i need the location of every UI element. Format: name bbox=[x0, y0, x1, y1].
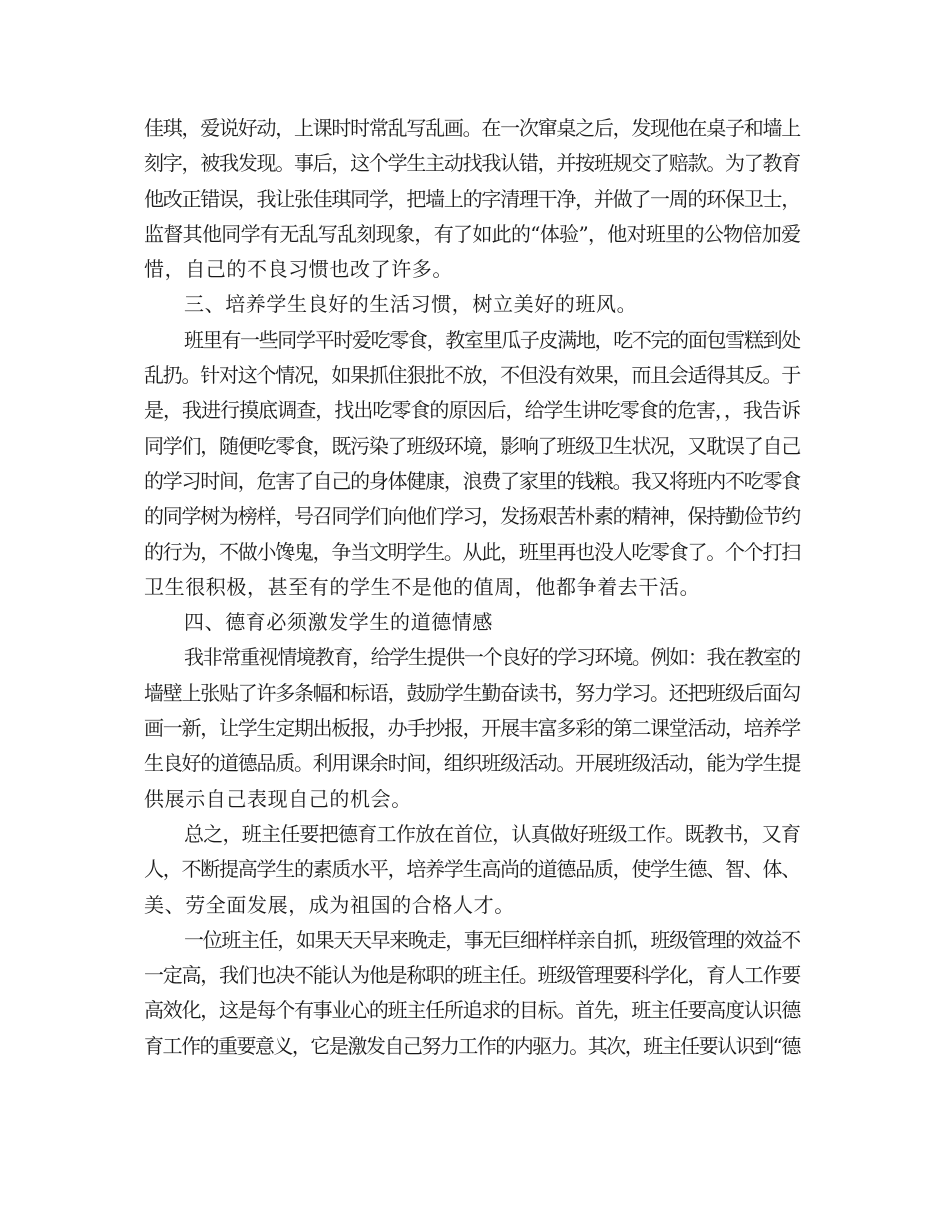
text-line: 墙壁上张贴了许多条幅和标语，鼓励学生勤奋读书，努力学习。还把班级后面勾 bbox=[144, 680, 800, 705]
text-line: 班里有一些同学平时爱吃零食，教室里瓜子皮满地，吃不完的面包雪糕到处 bbox=[184, 327, 800, 352]
text-line: 监督其他同学有无乱写乱刻现象，有了如此的“体验”，他对班里的公物倍加爱 bbox=[144, 221, 801, 246]
text-line: 的同学树为榜样，号召同学们向他们学习，发扬艰苦朴素的精神，保持勤俭节约 bbox=[144, 504, 800, 529]
text-line: 同学们，随便吃零食，既污染了班级环境，影响了班级卫生状况，又耽误了自己 bbox=[144, 433, 800, 458]
text-line: 他改正错误，我让张佳琪同学，把墙上的字清理干净，并做了一周的环保卫士， bbox=[144, 186, 800, 211]
text-line: 一位班主任，如果天天早来晚走，事无巨细样样亲自抓，班级管理的效益不 bbox=[184, 927, 800, 952]
text-line: 刻字，被我发现。事后，这个学生主动找我认错，并按班规交了赔款。为了教育 bbox=[144, 151, 800, 176]
document-body bbox=[144, 111, 800, 1064]
text-line: 是，我进行摸底调查，找出吃零食的原因后，给学生讲吃零食的危害，，我告诉 bbox=[144, 398, 800, 423]
text-line: 供展示自己表现自己的机会。 bbox=[144, 786, 412, 811]
text-line: 乱扔。针对这个情况，如果抓住狠批不放，不但没有效果，而且会适得其反。于 bbox=[144, 363, 800, 388]
text-line: 的行为，不做小馋鬼，争当文明学生。从此，班里再也没人吃零食了。个个打扫 bbox=[144, 539, 800, 564]
text-line: 我非常重视情境教育，给学生提供一个良好的学习环境。例如：我在教室的 bbox=[184, 645, 800, 670]
text-line: 画一新，让学生定期出板报，办手抄报，开展丰富多彩的第二课堂活动，培养学 bbox=[144, 716, 800, 741]
text-line: 惜，自己的不良习惯也改了许多。 bbox=[144, 257, 453, 282]
text-line: 佳琪，爱说好动，上课时时常乱写乱画。在一次窜桌之后，发现他在桌子和墙上 bbox=[144, 116, 800, 140]
text-line: 育工作的重要意义，它是激发自己努力工作的内驱力。其次，班主任要认识到“德 bbox=[144, 1033, 800, 1058]
text-line: 总之，班主任要把德育工作放在首位，认真做好班级工作。既教书，又育 bbox=[184, 821, 801, 846]
text-line: 人，不断提高学生的素质水平，培养学生高尚的道德品质，使学生德、智、体、 bbox=[144, 857, 800, 882]
text-line: 四、德育必须激发学生的道德情感 bbox=[184, 610, 493, 635]
text-line: 卫生很积极，甚至有的学生不是他的值周，他都争着去干活。 bbox=[144, 574, 701, 599]
text-line: 的学习时间，危害了自己的身体健康，浪费了家里的钱粮。我又将班内不吃零食 bbox=[144, 468, 800, 493]
text-line: 高效化，这是每个有事业心的班主任所追求的目标。首先，班主任要高度认识德 bbox=[144, 998, 800, 1023]
text-line: 生良好的道德品质。利用课余时间，组织班级活动。开展班级活动，能为学生提 bbox=[144, 751, 800, 776]
text-line: 三、培养学生良好的生活习惯，树立美好的班风。 bbox=[184, 292, 638, 317]
text-line: 美、劳全面发展，成为祖国的合格人才。 bbox=[144, 892, 515, 917]
text-line: 一定高，我们也决不能认为他是称职的班主任。班级管理要科学化，育人工作要 bbox=[144, 963, 800, 988]
